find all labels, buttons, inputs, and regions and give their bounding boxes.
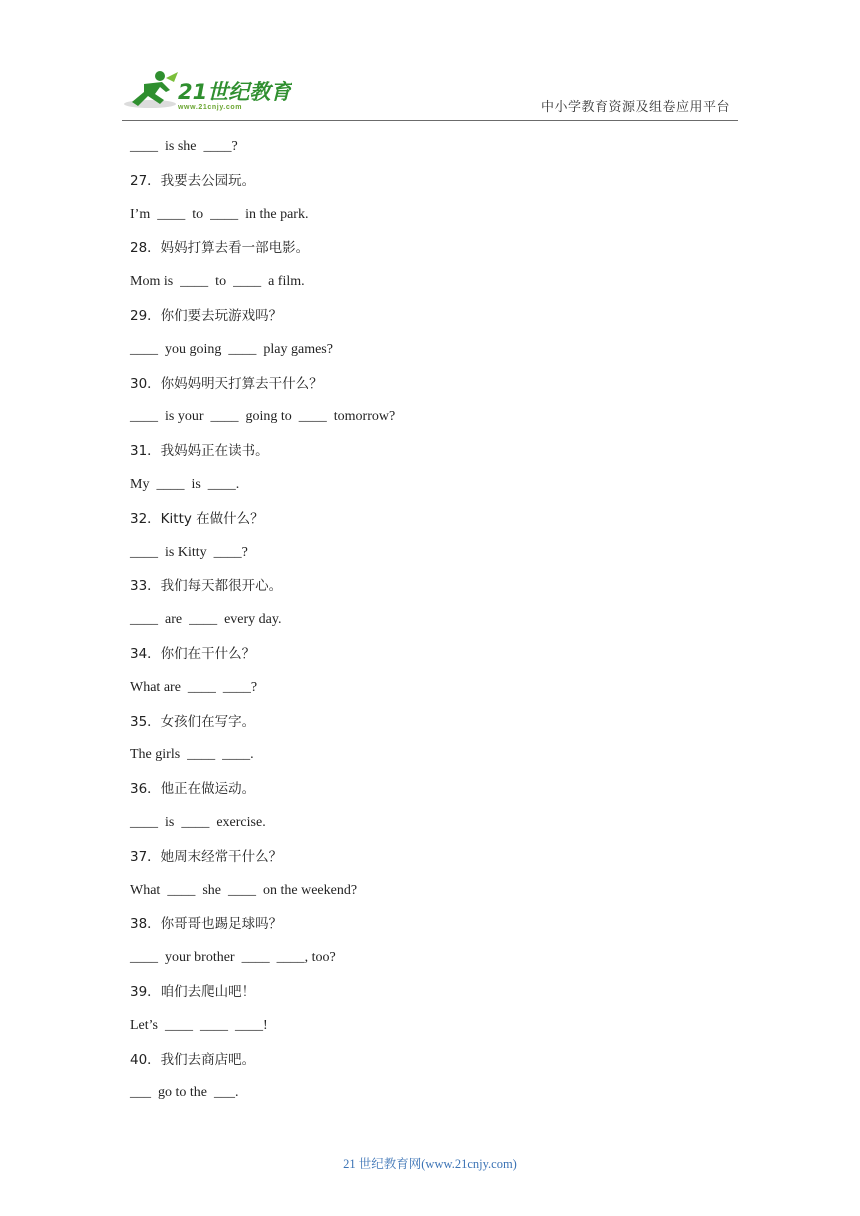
question-32: 32．Kitty 在做什么？ [130, 510, 264, 527]
answer-line: Mom is ____ to ____ a film. [130, 274, 305, 290]
question-31: 31．我妈妈正在读书。 [130, 443, 269, 460]
question-29: 29．你们要去玩游戏吗？ [130, 307, 283, 324]
answer-line: ____ is ____ exercise. [130, 814, 266, 830]
question-37: 37．她周末经常干什么？ [130, 848, 283, 865]
answer-line: Let’s ____ ____ ____! [130, 1017, 268, 1033]
answer-line: What ____ she ____ on the weekend? [130, 882, 358, 898]
header-divider [122, 120, 738, 121]
question-27: 27．我要去公园玩。 [130, 172, 256, 189]
answer-line: ___ go to the ___. [130, 1085, 239, 1101]
platform-name: 中小学教育资源及组卷应用平台 [540, 100, 730, 115]
answer-line: ____ is Kitty ____? [130, 544, 248, 560]
answer-line: I’m ____ to ____ in the park. [130, 206, 309, 222]
answer-line: What are ____ ____? [130, 679, 258, 695]
answer-line: ____ is your ____ going to ____ tomorrow? [130, 409, 396, 425]
question-28: 28．妈妈打算去看一部电影。 [130, 240, 310, 257]
footer-link[interactable]: 21 世纪教育网(www.21cnjy.com) [343, 1157, 517, 1171]
answer-line: The girls ____ ____. [130, 747, 254, 763]
answer-line: ____ your brother ____ ____, too? [130, 950, 336, 966]
logo-url: www.21cnjy.com [178, 104, 243, 111]
question-38: 38．你哥哥也踢足球吗？ [130, 916, 283, 933]
question-40: 40．我们去商店吧。 [130, 1051, 256, 1068]
question-30: 30．你妈妈明天打算去干什么？ [130, 375, 323, 392]
exercise-list [130, 136, 750, 1116]
question-39: 39．咱们去爬山吧！ [130, 983, 256, 1000]
question-34: 34．你们在干什么？ [130, 645, 256, 662]
page-header [0, 0, 860, 122]
answer-line: ____ you going ____ play games? [130, 341, 333, 357]
question-33: 33．我们每天都很开心。 [130, 578, 283, 595]
answer-line: ____ are ____ every day. [130, 612, 282, 628]
question-36: 36．他正在做运动。 [130, 781, 256, 798]
answer-line: ____ is she ____? [130, 139, 238, 154]
answer-line: My ____ is ____. [130, 476, 240, 492]
logo-text: 21世纪教育 [178, 80, 292, 104]
question-35: 35．女孩们在写字。 [130, 713, 256, 730]
